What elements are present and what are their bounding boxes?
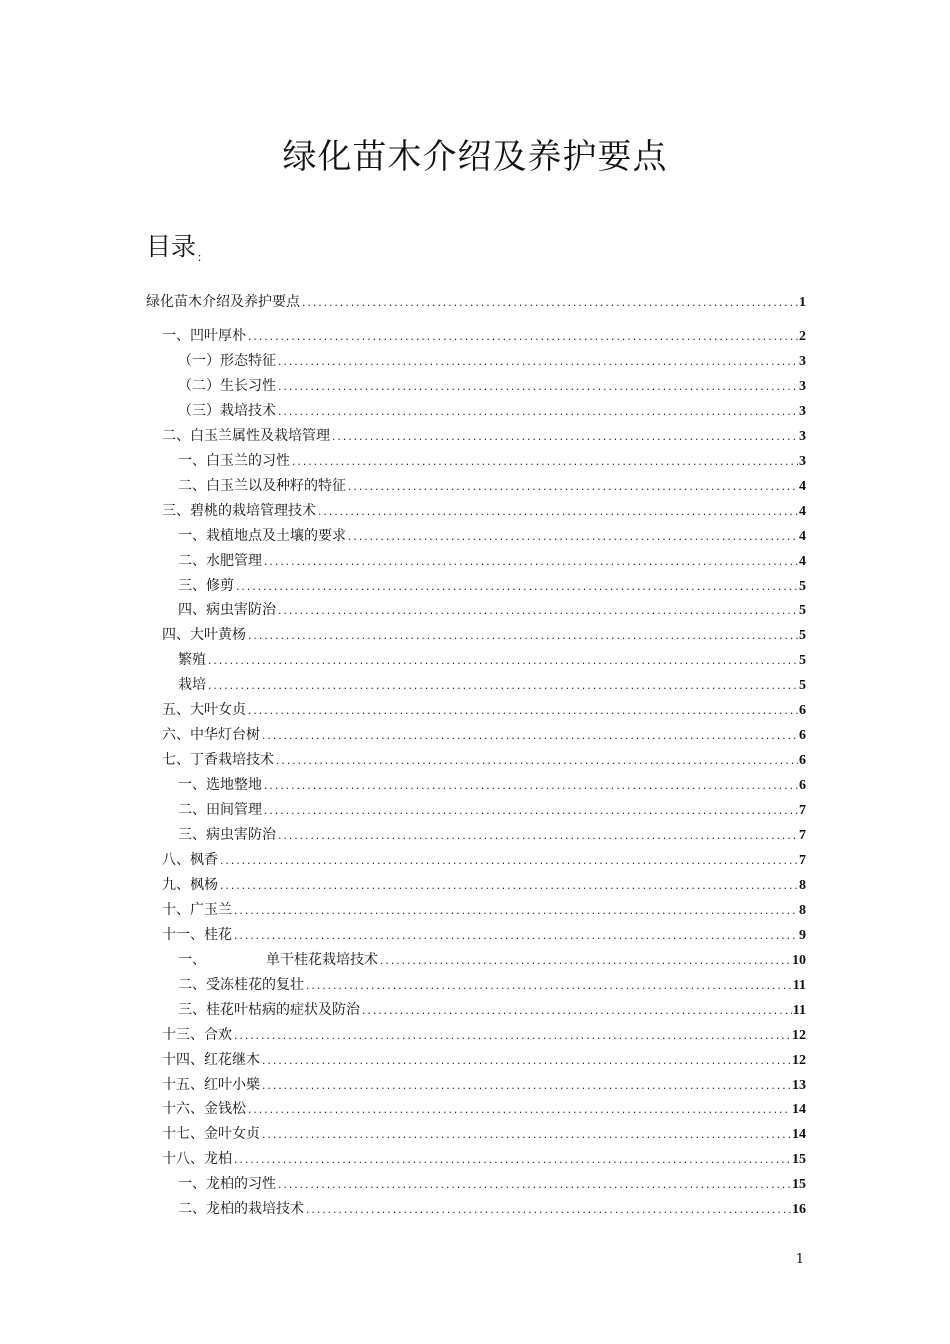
toc-entry-label: 六、中华灯台树 [162,727,260,744]
toc-entry-page: 5 [799,678,806,694]
toc-dot-leader [261,725,798,749]
toc-entry[interactable] [178,549,806,573]
toc-dot-leader [291,451,798,475]
toc-entry[interactable] [178,598,806,622]
toc-entry-page: 6 [799,703,806,719]
toc-entry[interactable] [178,349,806,373]
toc-entry[interactable] [178,399,806,423]
toc-dot-leader [379,950,791,974]
toc-entry-page: 14 [792,1127,806,1143]
toc-entry[interactable] [178,998,806,1022]
toc-dot-leader [347,476,798,500]
toc-entry-label: 一、凹叶厚朴 [162,328,246,344]
toc-entry-page: 1 [799,295,806,310]
toc-entry-page: 3 [799,453,806,469]
toc-dot-leader [235,576,798,600]
toc-entry-label: 二、龙柏的栽培技术 [178,1201,304,1218]
toc-entry[interactable] [162,1073,806,1097]
toc-entry[interactable] [178,773,806,797]
toc-entry[interactable] [146,290,806,314]
toc-entry-label: 四、病虫害防治 [178,602,276,619]
toc-dot-leader [263,775,798,799]
toc-entry-page: 11 [792,1002,806,1018]
toc-entry[interactable] [162,324,806,348]
toc-entry-page: 6 [799,728,806,744]
toc-entry[interactable] [162,873,806,897]
toc-entry-label: 七、丁香栽培技术 [162,752,274,769]
toc-entry-page: 2 [799,329,806,344]
toc-entry[interactable] [178,1172,806,1196]
toc-entry-label: 繁殖 [178,652,206,669]
toc-entry[interactable] [162,698,806,722]
toc-dot-leader [277,401,798,425]
toc-entry-page: 12 [792,1052,806,1068]
toc-dot-leader [233,900,798,924]
toc-entry[interactable] [162,1097,806,1121]
toc-dot-leader [263,800,798,824]
toc-entry[interactable] [162,848,806,872]
toc-entry-label: 八、枫香 [162,851,218,868]
document-title: 绿化苗木介绍及养护要点 [282,137,668,177]
toc-dot-leader [207,650,798,674]
toc-entry-page: 12 [792,1027,806,1043]
toc-entry-page: 5 [799,653,806,669]
toc-dot-leader [219,850,798,874]
toc-entry[interactable] [162,1048,806,1072]
toc-entry-page: 7 [799,852,806,868]
toc-entry-page: 4 [799,528,806,544]
toc-entry[interactable] [178,1197,806,1221]
toc-entry-page: 14 [792,1102,806,1118]
toc-dot-leader [233,1149,791,1173]
toc-dot-leader [301,292,798,316]
toc-entry-label: （三）栽培技术 [178,402,276,419]
toc-dot-leader [233,1025,791,1049]
toc-entry[interactable] [162,623,806,647]
toc-entry[interactable] [178,673,806,697]
toc-entry-label: 三、碧桃的栽培管理技术 [162,502,316,519]
toc-entry-page: 4 [799,478,806,494]
toc-entry[interactable] [178,524,806,548]
toc-entry-page: 3 [799,353,806,369]
toc-dot-leader [247,700,798,724]
toc-entry-label: 三、桂花叶枯病的症状及防治 [178,1001,360,1018]
toc-entry-label [178,948,378,972]
toc-entry-prefix: 一、 [178,951,206,968]
toc-entry-page: 6 [799,778,806,794]
toc-entry-label: 十、广玉兰 [162,901,232,918]
toc-entry-label: 一、栽植地点及土壤的要求 [178,527,346,544]
toc-dot-leader [317,501,798,525]
toc-entry-label: 十四、红花继木 [162,1051,260,1068]
toc-entry-label: 五、大叶女贞 [162,702,246,719]
toc-entry-page: 3 [799,403,806,419]
toc-entry-label: 二、白玉兰属性及栽培管理 [162,427,330,444]
toc-entry-label: （一）形态特征 [178,352,276,369]
toc-entry[interactable] [178,574,806,598]
page-number: 1 [795,1252,804,1267]
toc-entry-label: 四、大叶黄杨 [162,627,246,644]
toc-entry[interactable] [178,948,806,972]
toc-dot-leader [361,1000,792,1024]
toc-entry-label: 十七、金叶女贞 [162,1126,260,1143]
toc-entry-label: 二、受冻桂花的复壮 [178,976,304,993]
toc-dot-leader [331,426,798,450]
toc-entry-label: 二、田间管理 [178,802,262,819]
toc-entry-page: 11 [792,977,806,993]
toc-entry-page: 8 [799,902,806,918]
toc-entry-label: （二）生长习性 [178,377,276,394]
toc-dot-leader [275,750,798,774]
toc-dot-leader [247,1099,791,1123]
toc-entry-page: 5 [799,628,806,644]
toc-entry-page: 15 [792,1152,806,1168]
toc-entry-label: 十八、龙柏 [162,1151,232,1168]
toc-entry-page: 5 [799,578,806,594]
toc-entry-page: 5 [799,603,806,619]
toc-dot-leader [263,551,798,575]
toc-entry-page: 4 [799,553,806,569]
toc-entry-page: 10 [792,952,806,968]
toc-entry[interactable] [162,424,806,448]
toc-entry-label: 一、龙柏的习性 [178,1176,276,1193]
toc-dot-leader [305,975,792,999]
toc-entry-label: 一、白玉兰的习性 [178,452,290,469]
toc-entry[interactable] [178,973,806,997]
toc-entry-label: 十三、合欢 [162,1026,232,1043]
toc-dot-leader [207,675,798,699]
toc-entry-page: 7 [799,828,806,843]
toc-entry[interactable] [178,374,806,398]
toc-dot-leader [277,825,798,849]
toc-entry-label: 十一、桂花 [162,926,232,943]
toc-entry[interactable] [162,748,806,772]
toc-dot-leader [277,600,798,624]
toc-entry-page: 6 [799,753,806,769]
toc-entry-page: 16 [792,1202,806,1218]
toc-entry-page: 8 [799,877,806,893]
toc-entry-page: 3 [799,378,806,394]
toc-entry[interactable] [162,1122,806,1146]
toc-entry[interactable] [178,798,806,822]
toc-dot-leader [261,1124,791,1148]
toc-dot-leader [247,326,798,350]
toc-dot-leader [277,376,798,400]
toc-entry-label: 一、选地整地 [178,777,262,794]
toc-dot-leader [233,925,798,949]
toc-dot-leader [247,625,798,649]
toc-heading-text: 目录 [146,232,197,261]
toc-entry[interactable] [162,898,806,922]
toc-entry-label: 九、枫杨 [162,876,218,893]
toc-heading-colon: ： [197,251,209,264]
toc-entry[interactable] [162,499,806,523]
toc-entry[interactable] [178,648,806,672]
toc-entry-label: 二、白玉兰以及种籽的特征 [178,477,346,494]
toc-entry-page: 13 [792,1077,806,1093]
toc-entry-page: 15 [792,1177,806,1193]
toc-entry-page: 4 [799,503,806,519]
toc-entry[interactable] [178,823,806,847]
toc-entry-page: 9 [799,927,806,943]
toc-entry-label: 绿化苗木介绍及养护要点 [146,294,300,310]
toc-entry-page: 3 [799,428,806,444]
toc-entry-page: 7 [799,803,806,819]
toc-dot-leader [347,526,798,550]
toc-dot-leader [261,1075,791,1099]
toc-dot-leader [277,351,798,375]
toc-dot-leader [219,875,798,899]
toc-entry[interactable] [162,1023,806,1047]
toc-entry[interactable] [162,1147,806,1171]
toc-entry-label: 栽培 [178,677,206,694]
toc-entry[interactable] [162,923,806,947]
toc-dot-leader [261,1050,791,1074]
toc-entry[interactable] [178,449,806,473]
toc-entry-label: 十五、红叶小檗 [162,1076,260,1093]
toc-entry-label: 十六、金钱松 [162,1101,246,1118]
toc-entry[interactable] [178,474,806,498]
toc-entry-label: 二、水肥管理 [178,552,262,569]
toc-entry-text: 单干桂花栽培技术 [266,951,378,968]
toc-entry-label: 三、修剪 [178,577,234,594]
toc-entry-label: 三、病虫害防治 [178,827,276,843]
toc-entry[interactable] [162,723,806,747]
toc-dot-leader [277,1174,791,1198]
toc-dot-leader [305,1199,791,1223]
